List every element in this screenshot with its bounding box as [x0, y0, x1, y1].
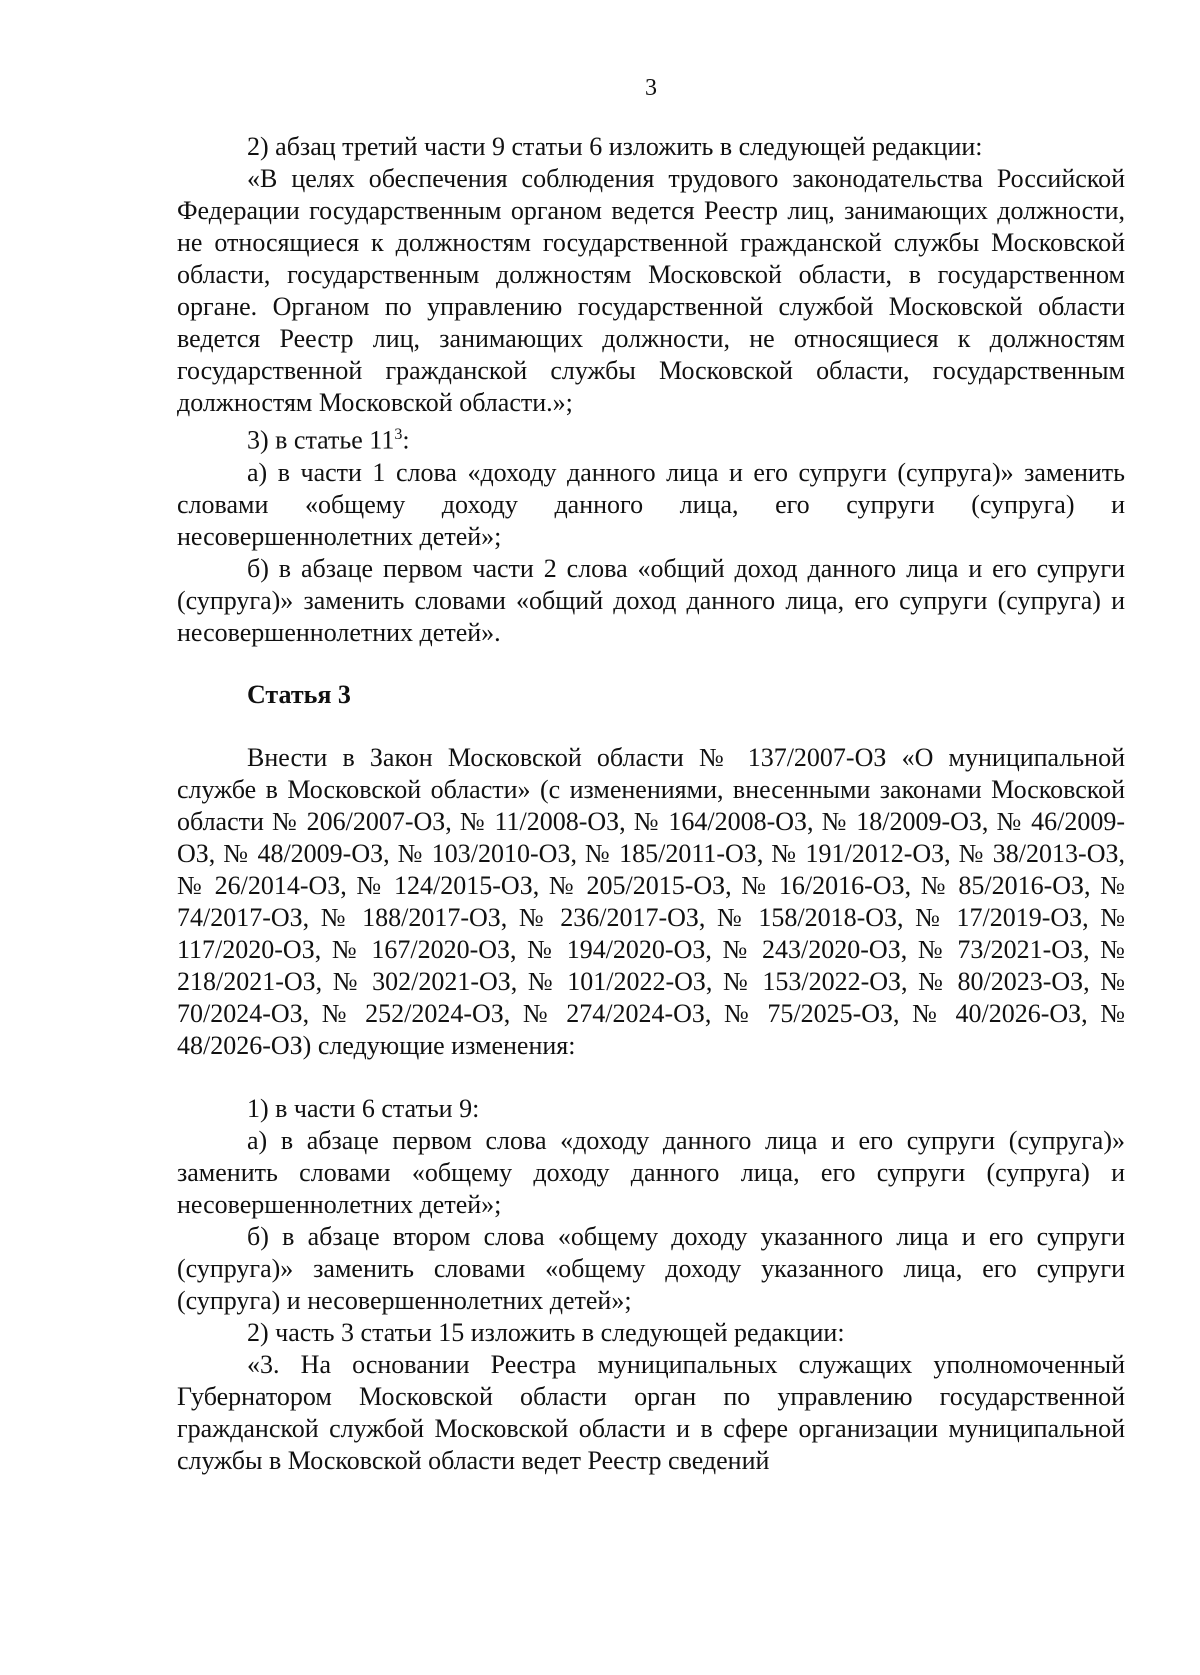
paragraph: «3. На основании Реестра муниципальных служащих уполномоченный Губернатором Московской области орган по управлению государственной гражданской службой Московской области и в сфере организации муниципальной службы в Московской области ведет Реестр сведений: [177, 1349, 1125, 1475]
paragraph: 2) абзац третий части 9 статьи 6 изложить в следующей редакции:: [247, 132, 983, 161]
paragraph: а) в абзаце первом слова «доходу данного лица и его супруги (супруга)» заменить словами «общему доходу данного лица, его супруги (супруга) и несовершеннолетних детей»;: [177, 1125, 1125, 1219]
paragraph: б) в абзаце втором слова «общему доходу указанного лица и его супруги (супруга)» заменить словами «общему доходу указанного лица, его супруги (супруга) и несовершеннолетних детей»;: [177, 1221, 1125, 1315]
paragraph: б) в абзаце первом части 2 слова «общий доход данного лица и его супруги (супруга)» заменить словами «общий доход данного лица, его супруги (супруга) и несовершеннолетних детей».: [177, 553, 1125, 647]
document-body: [177, 131, 1125, 1477]
paragraph: «В целях обеспечения соблюдения трудового законодательства Российской Федерации государственным органом ведется Реестр лиц, занимающих должности, не относящиеся к должностям государственной гражданской службы Московской области, государственным должностям Московской области, в государственном органе. Органом по управлению государственной службой Московской области ведется Реестр лиц, занимающих должности, не относящиеся к должностям государственной гражданской службы Московской области, государственным должностям Московской области.»;: [177, 164, 1125, 417]
superscript: 3: [394, 426, 403, 443]
paragraph: 1) в части 6 статьи 9:: [247, 1093, 480, 1123]
intro-paragraph: Внести в Закон Московской области № 137/2007-ОЗ «О муниципальной службе в Московской области» (с изменениями, внесенными законами Московской области № 206/2007-ОЗ, № 11/2008-ОЗ, № 164/2008-ОЗ, № 18/2009-ОЗ, № 46/2009-ОЗ, № 48/2009-ОЗ, № 103/2010-ОЗ, № 185/2011-ОЗ, № 191/2012-ОЗ, № 38/2013-ОЗ, № 26/2014-ОЗ, № 124/2015-ОЗ, № 205/2015-ОЗ, № 16/2016-ОЗ, № 85/2016-ОЗ, № 74/2017-ОЗ, № 188/2017-ОЗ, № 236/2017-ОЗ, № 158/2018-ОЗ, № 17/2019-ОЗ, № 117/2020-ОЗ, № 167/2020-ОЗ, № 194/2020-ОЗ, № 243/2020-ОЗ, № 73/2021-ОЗ, № 218/2021-ОЗ, № 302/2021-ОЗ, № 101/2022-ОЗ, № 153/2022-ОЗ, № 80/2023-ОЗ, № 70/2024-ОЗ, № 252/2024-ОЗ, № 274/2024-ОЗ, № 75/2025-ОЗ, № 40/2026-ОЗ, № 48/2026-ОЗ) следующие изменения:: [177, 742, 1125, 1060]
page-number: 3: [645, 75, 657, 101]
colon: :: [402, 425, 410, 455]
paragraph: а) в части 1 слова «доходу данного лица и его супруги (супруга)» заменить словами «общему доходу данного лица, его супруги (супруга) и несовершеннолетних детей»;: [177, 457, 1125, 551]
paragraph-text: 3) в статье 11: [247, 425, 395, 455]
article-heading: Статья 3: [247, 679, 351, 709]
paragraph-article-11: [177, 419, 1125, 457]
paragraph: 2) часть 3 статьи 15 изложить в следующей редакции:: [247, 1317, 845, 1347]
